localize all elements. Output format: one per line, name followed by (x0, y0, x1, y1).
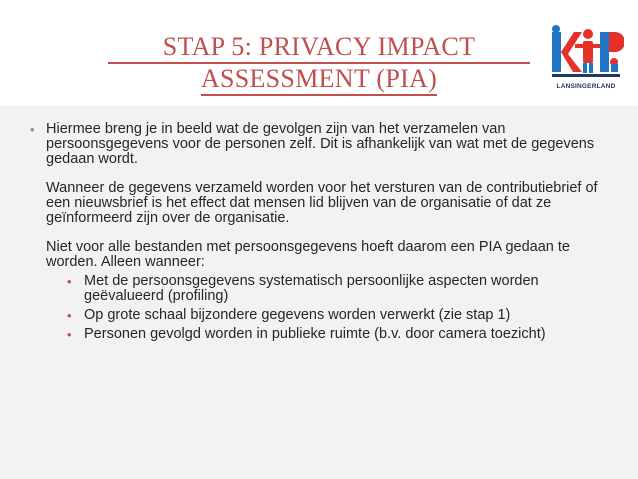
slide-body (30, 122, 610, 346)
sub-bullet-text: Op grote schaal bijzondere gegevens worden verwerkt (zie stap 1) (84, 307, 511, 323)
sub-bullet-text: Met de persoonsgegevens systematisch persoonlijke aspecten worden geëvalueerd (profiling) (84, 273, 539, 304)
logo-letter-p-icon (600, 32, 624, 72)
title-line-1: STAP 5: PRIVACY IMPACT (108, 32, 530, 64)
main-bullet (30, 122, 610, 342)
logo-caption: LANSINGERLAND (556, 83, 616, 90)
sub-bullet-item (67, 274, 610, 304)
title-line-2: ASSESSMENT (PIA) (201, 64, 437, 96)
logo-letter-k-icon (552, 25, 582, 72)
slide-title (108, 32, 530, 96)
sub-bullet-marker: • (67, 308, 72, 323)
paragraph-1: Hiermee breng je in beeld wat de gevolgen zijn van het verzamelen van persoonsgegevens voor de personen zelf. Dit is afhankelijk van wat met de gegevens gedaan wordt. (46, 121, 595, 167)
sub-bullet-list (67, 274, 610, 342)
paragraph-2: Wanneer de gegevens verzameld worden voor het versturen van de contributiebrief of een nieuwsbrief is het effect dat mensen lid blijven van de organisatie of dat ze geïnformeerd zijn over de organisatie. (46, 180, 598, 226)
paragraph-3: Niet voor alle bestanden met persoonsgegevens hoeft daarom een PIA gedaan te worden. Alleen wanneer: (46, 239, 570, 270)
bullet-marker: • (30, 122, 35, 137)
sub-bullet-marker: • (67, 327, 72, 342)
sub-bullet-text: Personen gevolgd worden in publieke ruimte (b.v. door camera toezicht) (84, 326, 546, 342)
sub-bullet-item (67, 327, 610, 342)
sub-bullet-item (67, 308, 610, 323)
sub-bullet-marker: • (67, 274, 72, 289)
